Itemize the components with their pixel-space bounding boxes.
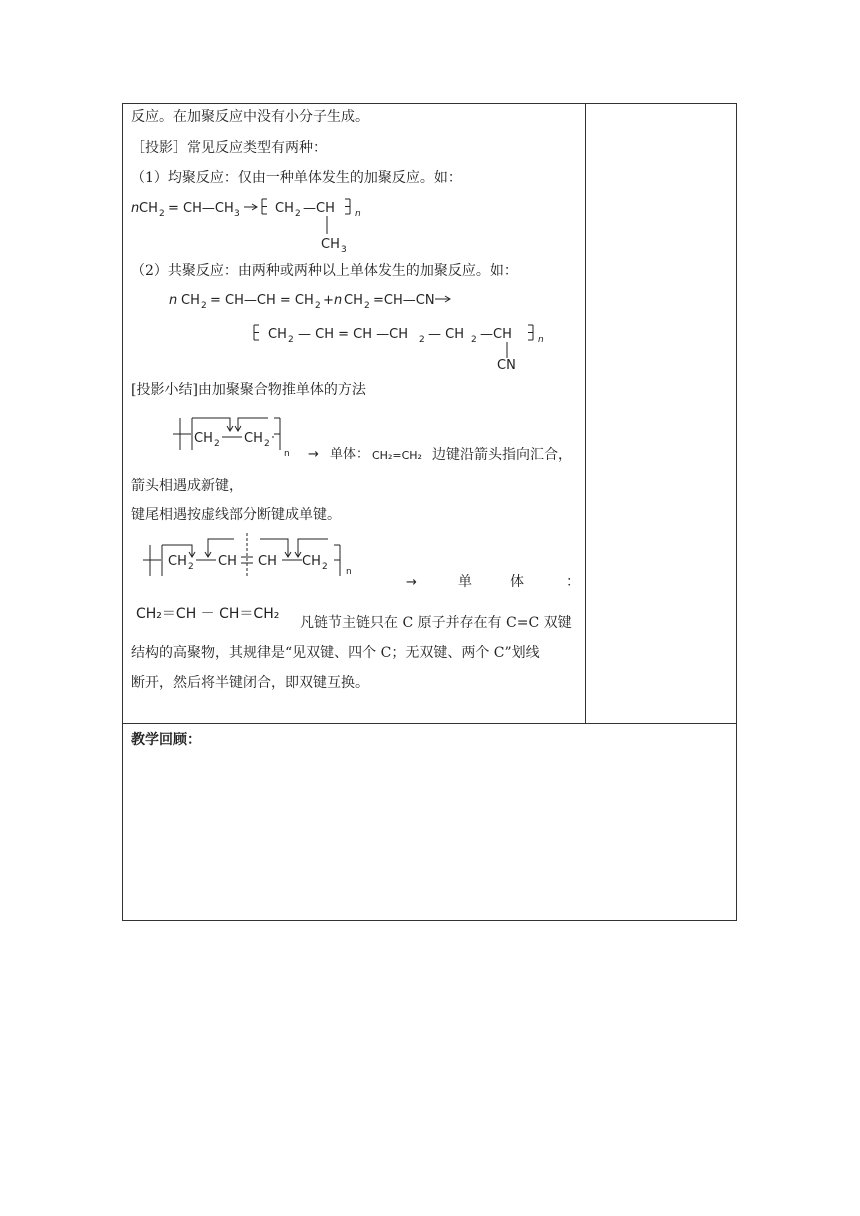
text-line-1: 反应。在加聚反应中没有小分子生成。	[131, 109, 369, 125]
svg-text:—CH: —CH	[303, 201, 335, 216]
svg-text:2: 2	[471, 335, 477, 345]
svg-text:= CH—CH: = CH—CH	[168, 201, 234, 216]
svg-text:— CH = CH —CH: — CH = CH —CH	[298, 327, 408, 342]
formula-polybutadiene-structure	[142, 532, 374, 578]
text-line-new-bond: 箭头相遇成新键，	[131, 478, 243, 494]
monomer-label-char-2: 体	[510, 574, 524, 590]
monomer-label: 单体：	[330, 447, 370, 462]
svg-text:CH: CH	[344, 293, 363, 308]
svg-text:CH: CH	[194, 431, 213, 446]
text-line-arrow-rule: 边键沿箭头指向汇合，	[432, 447, 572, 463]
svg-text:=CH—CN: =CH—CN	[373, 293, 435, 308]
svg-text:CH: CH	[275, 201, 294, 216]
svg-text:CH: CH	[244, 431, 263, 446]
text-line-copolymerization: （2）共聚反应：由两种或两种以上单体发生的加聚反应。如：	[131, 263, 518, 279]
monomer-label-char-3: ：	[566, 574, 580, 590]
svg-text:2: 2	[214, 439, 220, 449]
svg-text:n: n	[346, 567, 352, 577]
text-line-rule-end: 断开，然后将半键闭合，即双键互换。	[131, 675, 369, 691]
svg-text:n: n	[334, 293, 343, 308]
svg-text:CH: CH	[168, 554, 187, 569]
formula-polyethylene-structure	[172, 412, 302, 459]
svg-text:2: 2	[364, 301, 370, 311]
svg-text:2: 2	[264, 439, 270, 449]
svg-text:n: n	[538, 335, 544, 345]
svg-text:CH: CH	[181, 293, 200, 308]
formula-copolymerization-reactants	[169, 288, 489, 310]
svg-text:CH: CH	[218, 554, 237, 569]
formula-3-arrow: →	[308, 447, 319, 462]
svg-text:n: n	[284, 449, 290, 459]
svg-text:= CH—CH = CH: = CH—CH = CH	[210, 293, 314, 308]
svg-text:2: 2	[288, 335, 294, 345]
svg-text:2: 2	[315, 301, 321, 311]
text-line-single-bond: 键尾相遇按虚线部分断键成单键。	[131, 507, 341, 523]
svg-text:n: n	[131, 201, 140, 216]
monomer-label-char-1: 单	[458, 574, 472, 590]
svg-text:CH: CH	[321, 237, 340, 252]
svg-text:CH: CH	[302, 554, 321, 569]
svg-text:— CH: — CH	[428, 327, 464, 342]
svg-text:2: 2	[188, 562, 194, 572]
svg-text:3: 3	[234, 209, 240, 219]
text-line-rule: 结构的高聚物，其规律是“见双键、四个 C；无双键、两个 C”划线	[131, 645, 540, 661]
svg-text:CN: CN	[497, 358, 516, 373]
formula-propylene-polymerization	[131, 196, 371, 255]
svg-text:+: +	[323, 293, 334, 308]
svg-text:CH: CH	[139, 201, 158, 216]
text-line-projection: ［投影］常见反应类型有两种：	[131, 140, 327, 156]
column-divider	[585, 103, 586, 724]
svg-text:—CH: —CH	[480, 327, 512, 342]
text-line-homopolymerization: （1）均聚反应：仅由一种单体发生的加聚反应。如：	[131, 170, 462, 186]
svg-text:2: 2	[419, 335, 425, 345]
svg-text:2: 2	[201, 301, 207, 311]
text-line-rule-intro: 凡链节主链只在 C 原子并存在有 C=C 双键	[300, 615, 572, 631]
svg-text:2: 2	[322, 562, 328, 572]
row-divider	[122, 723, 737, 724]
formula-copolymerization-product	[252, 322, 552, 374]
svg-text:3: 3	[341, 245, 347, 255]
review-label: 教学回顾：	[131, 732, 201, 748]
formula-4-arrow: →	[406, 575, 417, 590]
svg-text:n: n	[355, 209, 361, 219]
text-line-summary: [投影小结]由加聚聚合物推单体的方法	[131, 382, 366, 398]
svg-text:n: n	[169, 293, 178, 308]
svg-text:CH: CH	[258, 554, 277, 569]
monomer-ethylene: CH₂=CH₂	[372, 449, 422, 462]
svg-text:2: 2	[295, 209, 301, 219]
svg-text:2: 2	[159, 209, 165, 219]
svg-text:CH: CH	[268, 327, 287, 342]
monomer-butadiene: CH₂＝CH － CH＝CH₂	[136, 606, 280, 622]
